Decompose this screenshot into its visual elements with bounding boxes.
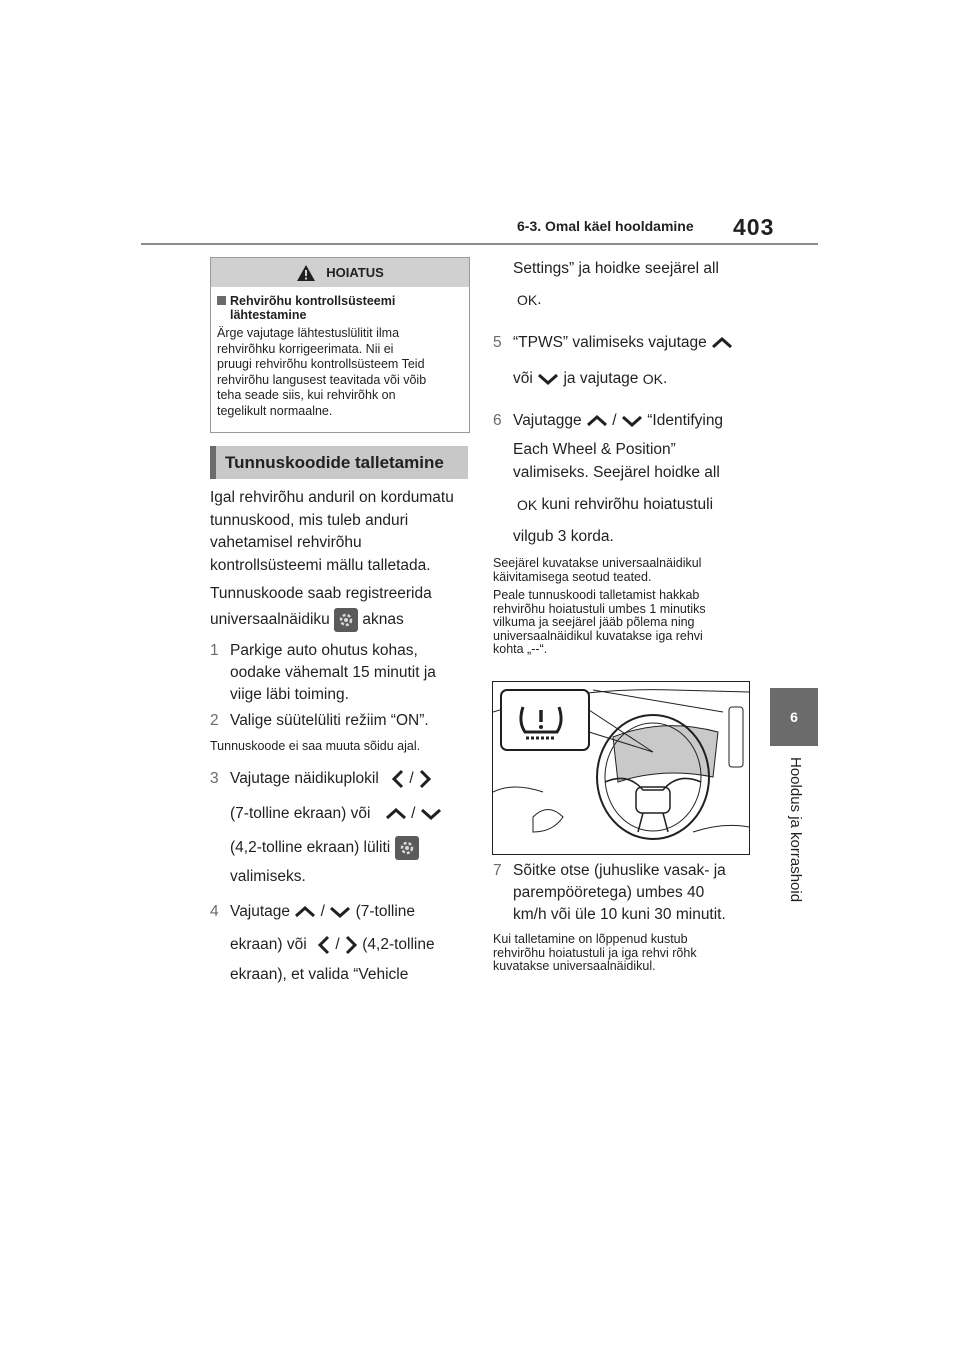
chevron-up-icon [385, 807, 407, 821]
ok-button-icon: OK [517, 497, 538, 513]
chevron-up-icon [711, 336, 733, 350]
warning-triangle-icon [296, 264, 316, 282]
step-4-line-2: ekraan) või / (4,2-tolline [230, 936, 435, 953]
dashboard-illustration [492, 681, 750, 855]
note-driving: Tunnuskoode ei saa muuta sõidu ajal. [210, 739, 421, 753]
step-6-line-2: Each Wheel & Position” [513, 441, 676, 458]
ok-button-icon: OK [642, 371, 663, 387]
step-3-line-4: valimiseks. [230, 868, 306, 885]
step-3-line-3: (4,2-tolline ekraan) lüliti [230, 836, 480, 860]
header-rule [141, 243, 818, 245]
steering-wheel-dashboard-drawing [493, 682, 749, 854]
step-1: 1 Parkige auto ohutus kohas, oodake vähemalt 15 minutit ja viige läbi toiming. [210, 642, 436, 703]
chevron-left-icon [317, 935, 331, 955]
warning-heading: HOIATUS [326, 265, 384, 280]
chevron-down-icon [329, 905, 351, 919]
step-5-line-1: 5 “TPWS” valimiseks vajutage [493, 332, 753, 354]
chevron-down-icon [621, 414, 643, 428]
page-number: 403 [733, 214, 775, 240]
warning-title: Rehvirõhu kontrollsüsteemi lähtestamine [217, 294, 463, 322]
step-6-line-5: vilgub 3 korda. [513, 528, 614, 545]
step-2: 2 Valige süütelüliti režiim “ON”. [210, 712, 429, 729]
register-line-1: Tunnuskoode saab registreerida [210, 585, 432, 602]
step-3-line-1: 3 Vajutage näidikuplokil / [210, 768, 480, 790]
intro-paragraph: Igal rehvirõhu anduril on kordumatu tunnuskood, mis tuleb anduri vahetamisel rehvirõhu kontrollsüsteemi mällu talletada. [210, 489, 454, 574]
step-6-line-4: OK kuni rehvirõhu hoiatustuli [517, 494, 757, 516]
step-7: 7 Sõitke otse (juhuslike vasak- ja parempööretega) umbes 40 km/h või üle 10 kuni 30 minutit. [493, 862, 726, 923]
chevron-up-icon [294, 905, 316, 919]
settings-gear-icon [334, 608, 358, 632]
chevron-up-icon [586, 414, 608, 428]
ok-button-icon: OK [517, 292, 538, 308]
chevron-right-icon [344, 935, 358, 955]
step-5-line-2: või ja vajutage OK. [513, 368, 753, 390]
section-title: Tunnuskoodide talletamine [210, 446, 468, 479]
register-line-2: universaalnäidiku aknas [210, 608, 480, 632]
note-messages: Seejärel kuvatakse universaalnäidikul käivitamisega seotud teated. [493, 556, 702, 584]
settings-gear-icon [395, 836, 419, 860]
note-completion: Kui talletamine on lõppenud kustub rehvirõhu hoiatustuli ja iga rehvi rõhk kuvatakse universaalnäidikul. [493, 932, 697, 973]
warning-text: Ärge vajutage lähtestuslülitit ilma rehvirõhku korrigeerimata. Nii ei pruugi rehvirõhu kontrollsüsteem Teid rehvirõhu langusest teavitada või võib teha seade siis, kui rehvirõhk on tegelikult normaalne. [217, 326, 427, 418]
warning-header [211, 258, 469, 287]
chevron-left-icon [391, 769, 405, 789]
step-3-line-2: (7-tolline ekraan) või / [230, 803, 480, 825]
chevron-right-icon [418, 769, 432, 789]
step-6-line-1: 6 Vajutagge / “Identifying [493, 412, 724, 429]
step-4-line-3: ekraan), et valida “Vehicle [230, 966, 409, 983]
step-4-continued: Settings” ja hoidke seejärel all [513, 260, 719, 277]
warning-box [210, 257, 470, 433]
bullet-square-icon [217, 296, 226, 305]
chevron-down-icon [537, 372, 559, 386]
step-4-line-1: 4 Vajutage / (7-tolline [210, 903, 416, 920]
note-warning-light: Peale tunnuskoodi talletamist hakkab rehvirõhu hoiatustuli umbes 1 minutiks vilkuma ja seejärel jääb põlema ning universaalnäidikul kuvatakse iga rehvi kohta „--“. [493, 588, 706, 656]
section-header: 6-3. Omal käel hooldamine [517, 218, 694, 234]
chapter-label: Hooldus ja korrashoid [787, 757, 804, 903]
ok-line-1: OK. [517, 289, 542, 311]
chapter-tab: 6 [770, 688, 818, 746]
step-6-line-3: valimiseks. Seejärel hoidke all [513, 464, 720, 481]
chevron-down-icon [420, 807, 442, 821]
